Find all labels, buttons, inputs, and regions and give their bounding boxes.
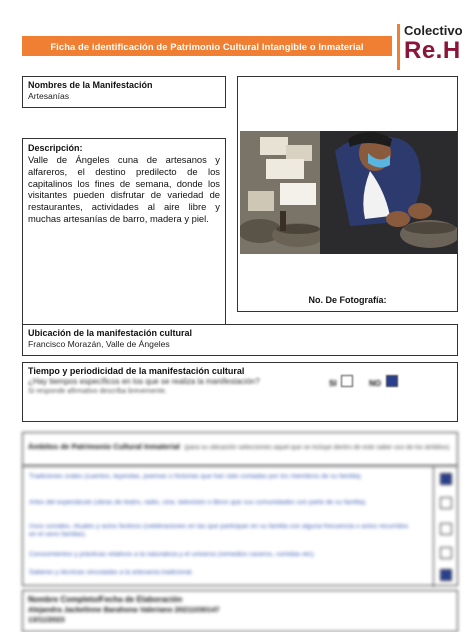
ambito-checkbox-4[interactable] bbox=[440, 547, 452, 559]
artisan-pottery-photo bbox=[240, 131, 457, 254]
no-checkbox[interactable] bbox=[386, 375, 398, 387]
form-title-bar bbox=[22, 36, 392, 56]
si-checkbox[interactable] bbox=[341, 375, 353, 387]
tiempo-hint: Si responde afirmativo describa brevemente. bbox=[28, 388, 167, 395]
logo-line-1: Colectivo bbox=[404, 23, 463, 38]
descripcion-text: Valle de Ángeles cuna de artesanos y alfareros, el destino predilecto de los capitalinos los fines de semana, donde los visitantes pueden disfrutar de variedad de restaurantes, actividades al aire libre y muchas artesanías de barro, madera y piel. bbox=[28, 154, 220, 224]
photo-frame bbox=[237, 76, 458, 312]
no-label: NO bbox=[369, 379, 381, 388]
colectivo-reh-logo bbox=[397, 23, 463, 70]
tiempo-question-area bbox=[28, 377, 328, 397]
ambito-item-3: Usos sociales, rituales y actos festivos (celebraciones en las que participan en su familia con alguna frecuencia o actos recurridos en el seno familiar). bbox=[29, 523, 409, 538]
elaboracion-date: 13/11/2023 bbox=[28, 615, 65, 624]
ubicacion-value: Francisco Morazán, Valle de Ángeles bbox=[28, 339, 170, 349]
elaboracion-name: Alejandra Jackelinne Barahona Valeriano 20211030147 bbox=[28, 605, 220, 614]
nombre-label: Nombres de la Manifestación bbox=[28, 80, 153, 90]
form-title: Ficha de identificación de Patrimonio Cultural Intangible o Inmaterial bbox=[50, 40, 364, 52]
nombre-value: Artesanías bbox=[28, 91, 70, 101]
column-divider bbox=[433, 467, 434, 587]
ubicacion-section bbox=[22, 324, 458, 356]
descripcion-label: Descripción: bbox=[28, 143, 83, 153]
ambitos-header bbox=[22, 432, 458, 466]
ambitos-note: (para su ubicación selecciones aquel que se incluye dentro de este saber uso de los ámbitos) bbox=[184, 444, 450, 451]
ambito-item-4: Conocimientos y prácticas relativos a la naturaleza y el universo (remedios caseros, comidas etc). bbox=[29, 551, 316, 558]
tiempo-section bbox=[22, 362, 458, 422]
ambito-checkbox-3[interactable] bbox=[440, 523, 452, 535]
ambito-item-5: Saberes y técnicas vinculadas a la artesanía tradicional. bbox=[29, 569, 194, 576]
tiempo-question: ¿Hay tiempos específicos en los que se realiza la manifestación? bbox=[28, 377, 260, 386]
tiempo-label: Tiempo y periodicidad de la manifestación cultural bbox=[28, 366, 245, 376]
ambitos-list bbox=[22, 466, 458, 586]
elaboracion-label: Nombre Completo/Fecha de Elaboración bbox=[28, 595, 183, 604]
ambito-checkbox-2[interactable] bbox=[440, 497, 452, 509]
ubicacion-label: Ubicación de la manifestación cultural bbox=[28, 328, 193, 338]
ambito-checkbox-1[interactable] bbox=[440, 473, 452, 485]
ambitos-label: Ámbitos de Patrimonio Cultural Inmaterial bbox=[28, 442, 180, 451]
ambito-item-2: Artes del espectáculo (obras de teatro, radio, cine, televisión o libros que sus comunidades son parte de su familia). bbox=[29, 499, 367, 506]
ambito-checkbox-5[interactable] bbox=[440, 569, 452, 581]
logo-line-2: Re.H bbox=[404, 37, 461, 64]
nombre-section bbox=[22, 76, 226, 108]
ambito-item-1: Tradiciones orales (cuentos, leyendas, poemas o historias que han sido contadas por los miembros de su familia). bbox=[29, 473, 363, 480]
descripcion-section bbox=[22, 138, 226, 330]
elaboracion-section bbox=[22, 590, 458, 632]
si-label: SI bbox=[329, 379, 337, 388]
photo-number-label: No. De Fotografía: bbox=[308, 295, 387, 305]
